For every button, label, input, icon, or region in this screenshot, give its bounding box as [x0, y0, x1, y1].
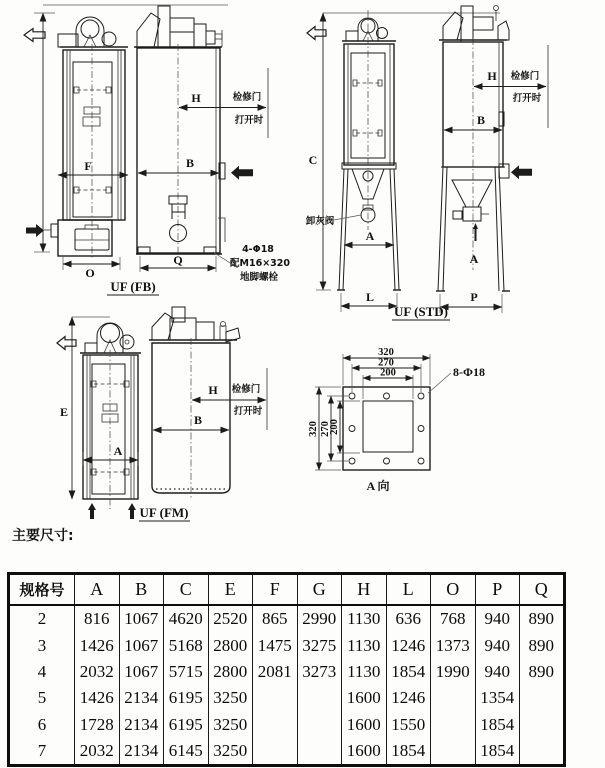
flange-dim-270-top: 270 — [378, 357, 394, 369]
spec-table — [7, 572, 566, 767]
table-cell: 3273 — [297, 659, 342, 685]
table-cell: 768 — [431, 605, 476, 632]
anchor-bolt-note-3: 地脚螺栓 — [239, 272, 279, 283]
dim-label-h: H — [208, 383, 218, 397]
dim-label-h: H — [487, 69, 497, 83]
table-header-cell: A — [75, 574, 120, 606]
table-cell — [431, 685, 476, 711]
table-cell: 1426 — [75, 685, 120, 711]
table-cell: 1854 — [386, 659, 431, 685]
table-cell: 6195 — [164, 685, 209, 711]
flange-dims-top — [343, 347, 430, 399]
table-cell: 4620 — [164, 605, 209, 632]
table-cell: 1246 — [386, 685, 431, 711]
table-cell: 2032 — [75, 659, 120, 685]
table-cell: 1600 — [342, 712, 387, 738]
up-arrow-icon — [128, 503, 136, 519]
table-cell: 940 — [475, 605, 520, 632]
flange-body — [343, 387, 430, 470]
drawing-label-fb: UF (FB) — [110, 279, 156, 294]
table-cell: 1600 — [342, 738, 387, 766]
table-cell — [297, 712, 342, 738]
table-header-cell: G — [297, 574, 342, 606]
table-header-cell: E — [208, 574, 253, 606]
std-right-unit — [436, 6, 548, 314]
table-cell: 1354 — [475, 685, 520, 711]
table-cell: 2990 — [297, 605, 342, 632]
table-cell: 3250 — [208, 738, 253, 766]
table-cell: 1728 — [75, 712, 120, 738]
drawing-flange-detail — [300, 335, 570, 505]
table-cell: 1550 — [386, 712, 431, 738]
door-open-note: 打开时 — [233, 406, 263, 417]
table-cell — [431, 712, 476, 738]
drawing-label-fm: UF (FM) — [139, 505, 189, 520]
table-cell: 3275 — [297, 632, 342, 658]
table-row — [9, 605, 565, 632]
table-cell: 2134 — [119, 712, 164, 738]
table-cell: 1854 — [475, 712, 520, 738]
table-header-cell: F — [253, 574, 298, 606]
table-header-row — [9, 574, 565, 606]
table-header-cell: B — [119, 574, 164, 606]
table-cell: 6195 — [164, 712, 209, 738]
dim-label-h: H — [191, 91, 201, 105]
table-cell — [297, 685, 342, 711]
table-header-cell: C — [164, 574, 209, 606]
table-cell: 6 — [37, 714, 47, 734]
fb-right-unit — [134, 6, 290, 283]
std-left-unit — [306, 10, 500, 312]
table-cell — [520, 738, 565, 766]
table-header-cell: P — [475, 574, 520, 606]
table-cell: 2800 — [208, 659, 253, 685]
table-cell — [297, 738, 342, 766]
drawing-uf-fm — [0, 302, 300, 528]
table-cell: 890 — [520, 632, 565, 658]
table-cell: 3 — [37, 635, 47, 655]
table-cell: 1130 — [342, 605, 387, 632]
door-open-note: 打开时 — [234, 115, 264, 126]
flange-dim-200-top: 200 — [380, 367, 396, 379]
table-cell: 2081 — [253, 659, 298, 685]
flow-arrow-left-icon — [57, 337, 76, 350]
table-cell: 1854 — [386, 738, 431, 766]
table-cell: 1373 — [431, 632, 476, 658]
table-cell: 1426 — [75, 632, 120, 658]
dim-label-l: L — [365, 290, 375, 304]
flange-dim-320-left: 320 — [308, 421, 319, 437]
dim-label-b: B — [476, 113, 486, 127]
drawing-uf-fb — [0, 0, 300, 300]
outlet-arrow-icon — [511, 165, 532, 179]
dim-label-o: O — [85, 266, 95, 280]
table-cell: 890 — [520, 659, 565, 685]
table-cell: 4 — [37, 661, 47, 681]
table-cell — [253, 685, 298, 711]
table-cell: 1130 — [342, 659, 387, 685]
table-cell: 2800 — [208, 632, 253, 658]
table-cell: 7 — [37, 741, 47, 761]
table-cell: 1246 — [386, 632, 431, 658]
table-cell: 1600 — [342, 685, 387, 711]
table-cell: 816 — [75, 605, 120, 632]
table-cell: 1067 — [119, 605, 164, 632]
table-header-cell: H — [342, 574, 387, 606]
table-cell: 1990 — [431, 659, 476, 685]
table-cell: 1067 — [119, 632, 164, 658]
dim-label-e: E — [59, 405, 69, 419]
outlet-arrow-icon — [231, 166, 253, 180]
dim-label-b: B — [193, 413, 203, 427]
table-header-cell: 规格号 — [9, 574, 75, 606]
ash-valve-note: 卸灰阀 — [305, 216, 335, 227]
table-row — [9, 738, 565, 766]
table-cell: 890 — [520, 605, 565, 632]
dim-label-q: Q — [173, 253, 183, 267]
anchor-bolt-note-1: 4-Φ18 — [242, 244, 274, 255]
table-cell: 3250 — [208, 712, 253, 738]
dim-label-c: C — [308, 153, 318, 167]
drawing-uf-std — [300, 0, 605, 325]
flange-dims-left — [308, 387, 360, 470]
table-row — [9, 659, 565, 685]
flange-dim-320-top: 320 — [378, 347, 394, 358]
table-cell: 940 — [475, 659, 520, 685]
table-cell: 5715 — [164, 659, 209, 685]
table-row — [9, 685, 565, 711]
access-door-note: 检修门 — [232, 92, 262, 103]
table-cell: 6145 — [164, 738, 209, 766]
dim-label-a2: A — [469, 252, 479, 266]
table-row — [9, 712, 565, 738]
anchor-bolt-note-2: 配M16×320 — [230, 258, 290, 269]
dim-label-b: B — [185, 156, 195, 170]
table-cell: 2134 — [119, 685, 164, 711]
fm-left-unit — [57, 317, 141, 519]
door-open-note: 打开时 — [512, 93, 542, 104]
table-cell: 2 — [37, 609, 47, 629]
table-cell: 1854 — [475, 738, 520, 766]
table-cell: 2134 — [119, 738, 164, 766]
dim-label-a: A — [365, 229, 375, 243]
table-header-cell: L — [386, 574, 431, 606]
inlet-arrow-icon — [26, 224, 44, 237]
table-cell — [253, 712, 298, 738]
table-cell — [520, 685, 565, 711]
up-arrow-icon — [88, 503, 96, 519]
access-door-note: 检修门 — [231, 384, 261, 395]
flange-dim-200-left: 200 — [329, 419, 340, 435]
table-cell: 865 — [253, 605, 298, 632]
fb-left-unit — [24, 5, 228, 280]
dim-label-p: P — [470, 290, 478, 304]
table-cell — [520, 712, 565, 738]
table-cell: 5 — [37, 688, 47, 708]
table-cell: 5168 — [164, 632, 209, 658]
table-header-cell: O — [431, 574, 476, 606]
flow-arrow-left-icon — [24, 29, 45, 42]
flange-holes-note: 8-Φ18 — [453, 365, 485, 379]
fm-right-unit — [149, 307, 267, 498]
table-cell: 2032 — [75, 738, 120, 766]
section-title: 主要尺寸: — [12, 528, 74, 544]
up-arrow-icon — [473, 223, 478, 241]
table-cell: 3250 — [208, 685, 253, 711]
table-cell: 1130 — [342, 632, 387, 658]
table-header-cell: Q — [520, 574, 565, 606]
table-cell: 1475 — [253, 632, 298, 658]
dim-label-a: A — [113, 444, 123, 458]
table-cell: 940 — [475, 632, 520, 658]
table-cell: 2520 — [208, 605, 253, 632]
table-cell: 1067 — [119, 659, 164, 685]
dim-label-f: F — [84, 159, 92, 173]
drawing-label-std: UF (STD) — [393, 304, 449, 319]
table-row — [9, 632, 565, 658]
table-cell — [431, 738, 476, 766]
table-cell: 636 — [386, 605, 431, 632]
flange-dim-270-left: 270 — [320, 421, 331, 437]
flange-view-label: A 向 — [366, 479, 390, 493]
table-cell — [253, 738, 298, 766]
access-door-note: 检修门 — [510, 71, 540, 82]
